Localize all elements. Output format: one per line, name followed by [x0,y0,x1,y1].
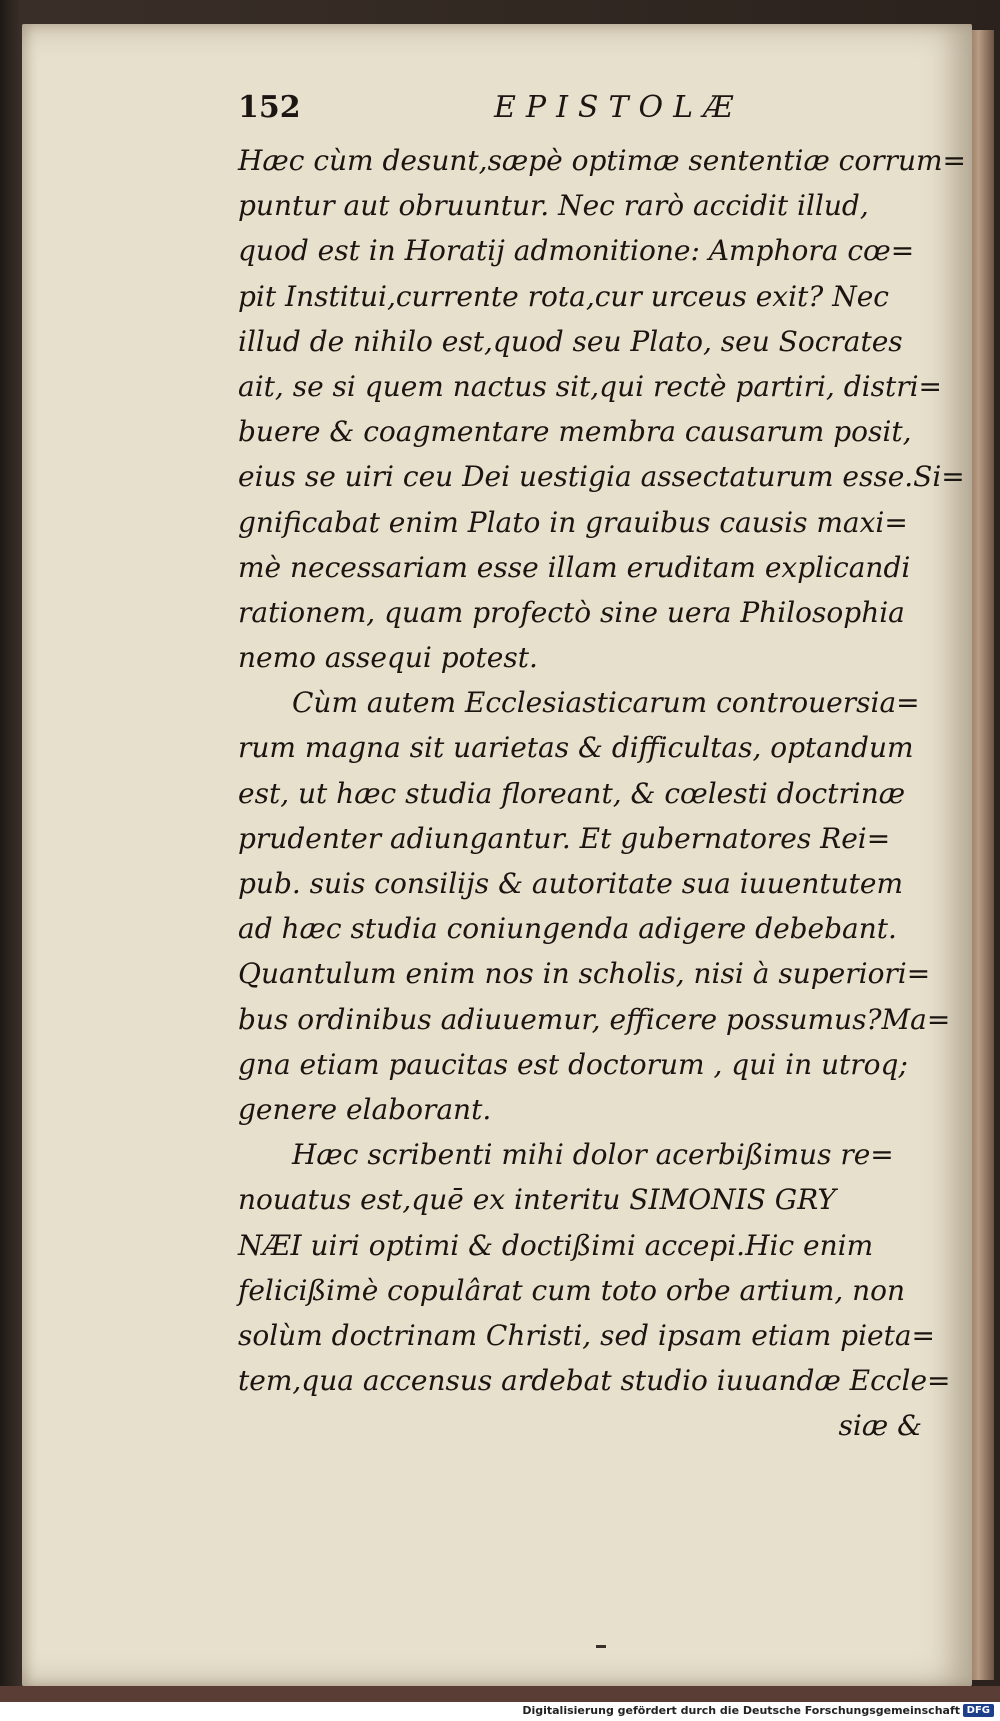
running-head: EPISTOLÆ [494,90,744,125]
text-line: est, ut hæc studia floreant, & cœlesti doctrinæ [238,776,906,810]
page-mark [596,1645,606,1648]
text-line: Quantulum enim nos in scholis, nisi à superiori= [238,957,931,991]
paragraph-start-line: Cùm autem Ecclesiasticarum controuersia= [292,686,920,720]
text-line: illud de nihilo est,quod seu Plato, seu Socrates [238,324,903,358]
text-line: gnificabat enim Plato in grauibus causis maxi= [238,505,908,539]
text-line: Hæc cùm desunt,sæpè optimæ sententiæ corrum= [238,144,967,177]
text-line: pit Institui,currente rota,cur urceus exit? Nec [238,279,889,313]
text-line: mè necessariam esse illam eruditam explicandi [238,550,911,584]
body-text [238,138,967,1448]
page-number: 152 [238,90,301,125]
text-line: quod est in Horatij admonitione: Amphora cœ= [238,234,915,268]
text-line: gna etiam paucitas est doctorum , qui in utroq; [238,1047,908,1081]
text-line: genere elaborant. [238,1092,492,1126]
text-line: NÆI uiri optimi & doctißimi accepi.Hic enim [238,1228,874,1262]
text-line: rum magna sit uarietas & difficultas, optandum [238,731,914,765]
text-line: pub. suis consilijs & autoritate sua iuuentutem [238,867,904,900]
text-line: rationem, quam profectò sine uera Philosophia [238,595,905,629]
text-line: solùm doctrinam Christi, sed ipsam etiam pieta= [238,1318,936,1352]
text-line: nouatus est,quē ex interitu SIMONIS GRY [238,1183,836,1217]
text-line: buere & coagmentare membra causarum posit, [238,415,912,449]
text-line: prudenter adiungantur. Et gubernatores Rei= [238,821,891,855]
text-line: ait, se si quem nactus sit,qui rectè partiri, distri= [238,369,943,403]
dfg-logo: DFG [963,1704,994,1717]
text-line: nemo assequi potest. [238,641,538,675]
footer-credit: Digitalisierung gefördert durch die Deutsche Forschungsgemeinschaft [522,1704,960,1717]
page-header [238,90,928,132]
text-line: puntur aut obruuntur. Nec rarò accidit illud, [238,189,869,223]
catchword: siæ & [838,1409,922,1443]
text-line: tem,qua accensus ardebat studio iuuandæ Eccle= [238,1364,951,1398]
text-line: felicißimè copulârat cum toto orbe artium, non [238,1273,906,1307]
text-line: bus ordinibus adiuuemur, efficere possumus?Ma= [238,1002,951,1036]
paragraph-start-line: Hæc scribenti mihi dolor acerbißimus re= [292,1138,894,1172]
text-line: ad hæc studia coniungenda adigere debebant. [238,912,897,946]
text-line: eius se uiri ceu Dei uestigia assectaturum esse.Si= [238,460,965,494]
